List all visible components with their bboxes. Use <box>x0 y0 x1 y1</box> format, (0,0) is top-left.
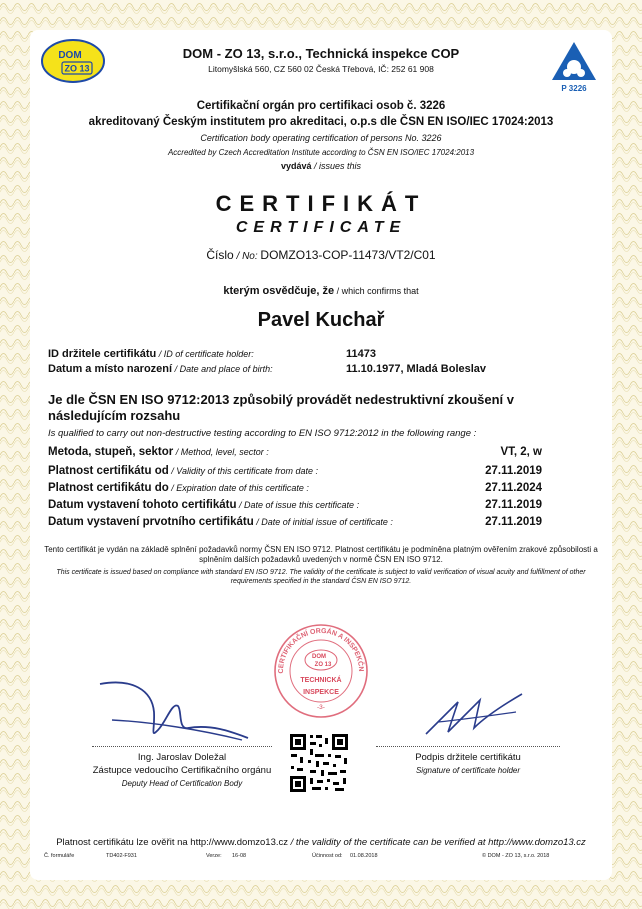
holder-birth-value: 11.10.1977, Mladá Boleslav <box>346 363 487 375</box>
validity-value: VT, 2, w <box>500 446 542 458</box>
validity-row <box>48 465 542 477</box>
validity-label-en: / Date of issue this certificate : <box>236 500 360 510</box>
issues-line <box>40 161 602 171</box>
deputy-role: Zástupce vedoucího Certifikačního orgánu <box>92 765 272 776</box>
effective-label: Účinnost od: <box>312 853 343 859</box>
validity-label-en: / Validity of this certificate from date : <box>168 466 319 476</box>
stamp-logo-bottom: ZO 13 <box>314 662 332 668</box>
cert-body-accreditation-en: Accredited by Czech Accreditation Institute according to ČSN EN ISO/IEC 17024:2013 <box>167 148 475 157</box>
validity-row <box>48 499 542 511</box>
validity-label: Platnost certifikátu od <box>48 465 169 477</box>
accreditation-number: P 3226 <box>561 84 587 93</box>
legal-note-en: This certificate is issued based on compliance with standard EN ISO 9712. The validity of the certificate is subject to valid verification of visual acuity and fulfillment of other requirements specified in the standard ČSN EN ISO 9712. <box>56 569 586 585</box>
number-label-en: / No: <box>233 251 261 262</box>
confirms-en: / which confirms that <box>334 286 419 296</box>
legal-note: Tento certifikát je vydán na základě splnění požadavků normy ČSN EN ISO 9712. Platnost certifikátu je podmíněna platným ověřením zrakové způsobilosti a splněním dalších požadavků uvedených v normě ČSN EN ISO 9712. <box>44 545 598 564</box>
verification-en: / the validity of the certificate can be verified at http://www.domzo13.cz <box>288 837 586 848</box>
deputy-signature-line <box>92 746 272 747</box>
holder-signature-label-en: Signature of certificate holder <box>415 766 521 775</box>
issues-en: / issues this <box>311 161 362 171</box>
validity-row <box>48 516 542 528</box>
holder-birth-label: Datum a místo narození <box>48 363 173 375</box>
confirms-cz: kterým osvědčuje, že <box>223 285 335 297</box>
validity-row <box>48 446 542 458</box>
number-value: DOMZO13-COP-11473/VT2/C01 <box>260 248 436 262</box>
stamp-ring-text: CERTIFIKAČNÍ ORGÁN A INSPEKČN <box>277 627 365 674</box>
version-value: 16-08 <box>232 853 247 859</box>
holder-id-label-en: / ID of certificate holder: <box>156 349 254 359</box>
copyright: © DOM - ZO 13, s.r.o. 2018 <box>482 853 550 859</box>
validity-label: Platnost certifikátu do <box>48 482 169 494</box>
validity-label: Metoda, stupeň, sektor <box>48 446 174 458</box>
issues-cz: vydává <box>280 161 312 171</box>
certificate-title: CERTIFIKÁT <box>215 191 427 216</box>
holder-id-value: 11473 <box>346 348 376 360</box>
certificate-number <box>40 248 602 262</box>
company-logo <box>40 38 106 84</box>
holder-name: Pavel Kuchař <box>257 309 385 331</box>
verification-note <box>40 837 602 848</box>
form-code: TD402-F931 <box>106 853 137 859</box>
logo-text-bottom: ZO 13 <box>64 63 90 74</box>
validity-value: 27.11.2019 <box>485 499 542 511</box>
effective-value: 01.08.2018 <box>350 853 378 859</box>
number-label: Číslo <box>206 248 234 262</box>
validity-value: 27.11.2019 <box>485 465 542 477</box>
company-address: Litomyšlská 560, CZ 560 02 Česká Třebová, IČ: 252 61 908 <box>208 64 434 74</box>
holder-birth-label-en: / Date and place of birth: <box>172 364 273 374</box>
cert-body-accreditation: akreditovaný Českým institutem pro akreditaci, o.p.s dle ČSN EN ISO/IEC 17024:2013 <box>88 116 554 128</box>
holder-birth-row <box>48 363 568 375</box>
stamp-bottom: INSPEKCE <box>303 689 339 696</box>
validity-label: Datum vystavení prvotního certifikátu <box>48 516 254 528</box>
validity-label-en: / Date of initial issue of certificate : <box>253 517 393 527</box>
holder-id-label: ID držitele certifikátu <box>48 348 157 360</box>
stamp-number: -3- <box>317 704 325 711</box>
accreditation-logo <box>548 40 600 94</box>
certificate-title-en: CERTIFICATE <box>235 219 407 236</box>
validity-label: Datum vystavení tohoto certifikátu <box>48 499 237 511</box>
stamp-logo-top: DOM <box>312 654 326 660</box>
holder-id-row <box>48 348 568 360</box>
validity-row <box>48 482 542 494</box>
qr-code <box>288 732 350 794</box>
cert-body-title-en: Certification body operating certification of persons No. 3226 <box>200 133 442 143</box>
logo-text-top: DOM <box>58 50 82 61</box>
stamp-middle: TECHNICKÁ <box>300 677 342 684</box>
validity-value: 27.11.2019 <box>485 516 542 528</box>
confirms-line <box>40 285 602 297</box>
deputy-role-en: Deputy Head of Certification Body <box>121 779 243 788</box>
official-stamp <box>272 622 370 720</box>
verification-cz: Platnost certifikátu lze ověřit na http://www.domzo13.cz <box>56 837 288 848</box>
validity-label-en: / Method, level, sector : <box>173 447 269 457</box>
holder-signature-label: Podpis držitele certifikátu <box>415 752 521 763</box>
deputy-signature <box>92 672 252 744</box>
company-name: DOM - ZO 13, s.r.o., Technická inspekce COP <box>182 46 460 61</box>
cert-body-title: Certifikační orgán pro certifikaci osob č. 3226 <box>196 100 446 112</box>
holder-signature-line <box>376 746 560 747</box>
qualification-statement-en: Is qualified to carry out non-destructive testing according to EN ISO 9712:2012 in the following range : <box>48 428 477 439</box>
holder-signature <box>418 682 528 742</box>
qualification-statement: Je dle ČSN EN ISO 9712:2013 způsobilý provádět nedestruktivní zkoušení v následujícím rozsahu <box>48 392 514 423</box>
version-label: Verze: <box>206 853 222 859</box>
deputy-name: Ing. Jaroslav Doležal <box>137 752 227 763</box>
validity-label-en: / Expiration date of this certificate : <box>168 483 309 493</box>
form-label: Č. formuláře <box>44 853 75 859</box>
validity-value: 27.11.2024 <box>485 482 542 494</box>
